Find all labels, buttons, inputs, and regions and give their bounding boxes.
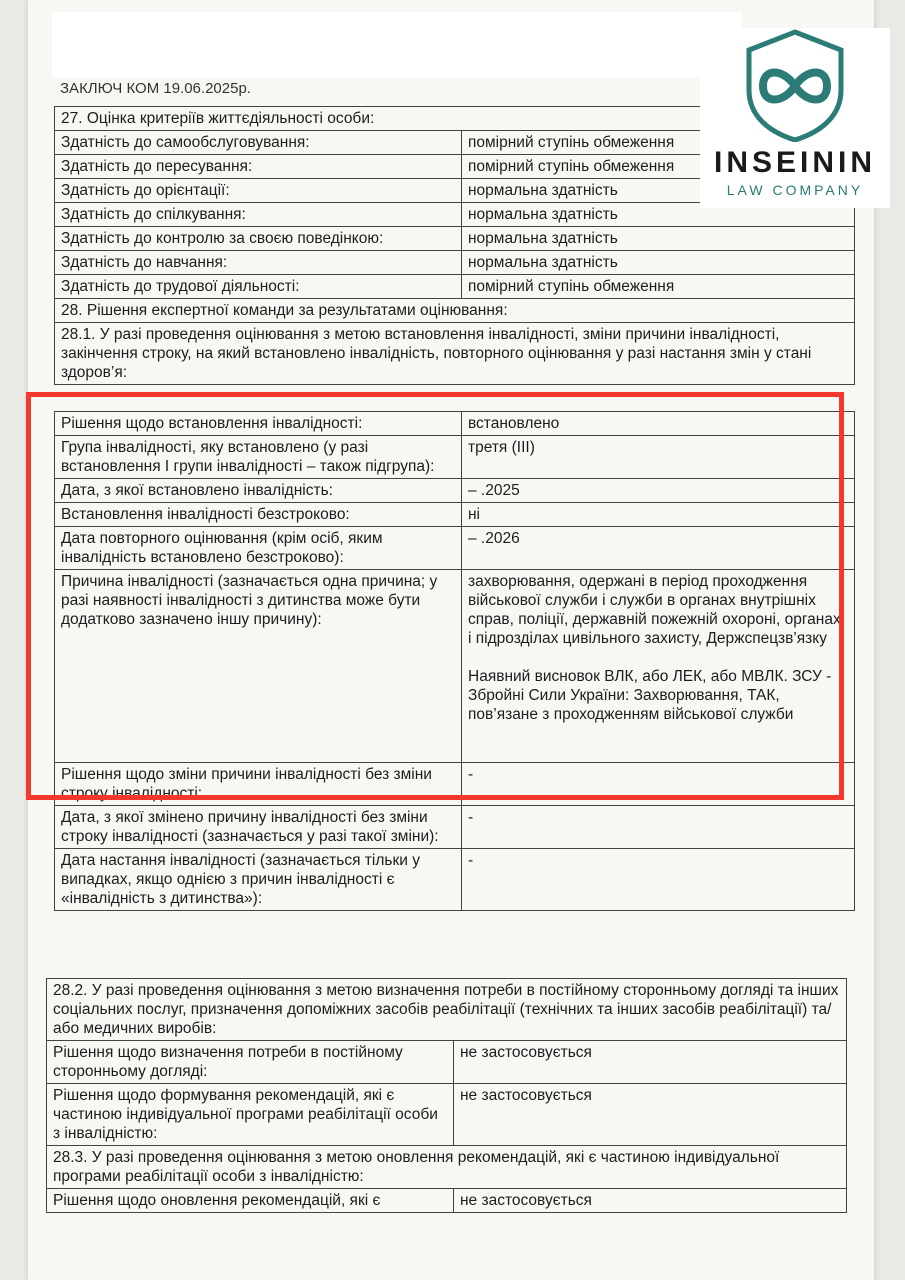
table-row: Здатність до пересування: помірний ступінь обмеження bbox=[55, 155, 855, 179]
table-row: Дата настання інвалідності (зазначається тільки у випадках, якщо однією з причин інвалідності є «інвалідність з дитинства»): - bbox=[55, 849, 855, 911]
table-row: Здатність до спілкування: нормальна здатність bbox=[55, 203, 855, 227]
law-company-logo bbox=[700, 28, 890, 208]
section-28-2-table bbox=[46, 978, 847, 1213]
table-row: Дата повторного оцінювання (крім осіб, яким інвалідність встановлено безстроково): – .2026 bbox=[55, 527, 855, 570]
table-row: Рішення щодо зміни причини інвалідності без зміни строку інвалідності: - bbox=[55, 763, 855, 806]
table-row: Рішення щодо визначення потреби в постійному сторонньому догляді: не застосовується bbox=[47, 1041, 847, 1084]
section-27-title: 27. Оцінка критеріїв життєдіяльності особи: bbox=[55, 107, 855, 131]
header-fragment: ЗАКЛЮЧ КОМ 19.06.2025р. bbox=[60, 80, 251, 97]
shield-infinity-icon bbox=[733, 28, 857, 142]
table-row: Рішення щодо встановлення інвалідності: встановлено bbox=[55, 412, 855, 436]
table-row: Здатність до навчання: нормальна здатність bbox=[55, 251, 855, 275]
logo-subtitle: LAW COMPANY bbox=[726, 182, 864, 198]
redacted-area bbox=[52, 12, 742, 78]
table-row: Рішення щодо оновлення рекомендацій, які є не застосовується bbox=[47, 1189, 847, 1213]
highlight-frame bbox=[26, 392, 844, 800]
table-row: Дата, з якої змінено причину інвалідності без зміни строку інвалідності (зазначається у разі такої зміни): - bbox=[55, 806, 855, 849]
table-row: Здатність до контролю за своєю поведінкою: нормальна здатність bbox=[55, 227, 855, 251]
section-28-3-title: 28.3. У разі проведення оцінювання з метою оновлення рекомендацій, які є частиною індивідуальної програми реабілітації особи з інвалідністю: bbox=[47, 1146, 847, 1189]
table-row: Здатність до самообслуговування: помірний ступінь обмеження bbox=[55, 131, 855, 155]
section-28-2-title: 28.2. У разі проведення оцінювання з метою визначення потреби в постійному сторонньому догляді та інших соціальних послуг, призначення допоміжних засобів реабілітації (технічних та інших засобів реабілітації) та/або медичних виробів: bbox=[47, 979, 847, 1041]
table-row: Здатність до орієнтації: нормальна здатність bbox=[55, 179, 855, 203]
table-row: Встановлення інвалідності безстроково: ні bbox=[55, 503, 855, 527]
table-row: Група інвалідності, яку встановлено (у разі встановлення І групи інвалідності – також підгрупа): третя (ІІІ) bbox=[55, 436, 855, 479]
cause-label: Причина інвалідності (зазначається одна причина; у разі наявності інвалідності з дитинства може бути додатково зазначено іншу причину): bbox=[55, 570, 462, 763]
table-row: Здатність до трудової діяльності: помірний ступінь обмеження bbox=[55, 275, 855, 299]
table-row: Рішення щодо формування рекомендацій, які є частиною індивідуальної програми реабілітації особи з інвалідністю: не застосовується bbox=[47, 1084, 847, 1146]
section-28-1-title: 28.1. У разі проведення оцінювання з метою встановлення інвалідності, зміни причини інвалідності, закінчення строку, на який встановлено інвалідність, повторного оцінювання у разі настання змін у стані здоров’я: bbox=[55, 323, 855, 385]
section-28-title: 28. Рішення експертної команди за результатами оцінювання: bbox=[55, 299, 855, 323]
cause-value: захворювання, одержані в період проходження військової служби і служби в органах внутрішніх справ, поліції, державній пожежній охороні, органах і підрозділах цивільного захисту, Держспецзв’язку Наявний висновок ВЛК, або ЛЕК, або МВЛК. ЗСУ - Збройні Сили України: Захворювання, ТАК, пов’язане з проходженням військової служби bbox=[462, 570, 855, 763]
logo-name: INSEININ bbox=[713, 146, 877, 179]
table-row: Дата, з якої встановлено інвалідність: – .2025 bbox=[55, 479, 855, 503]
